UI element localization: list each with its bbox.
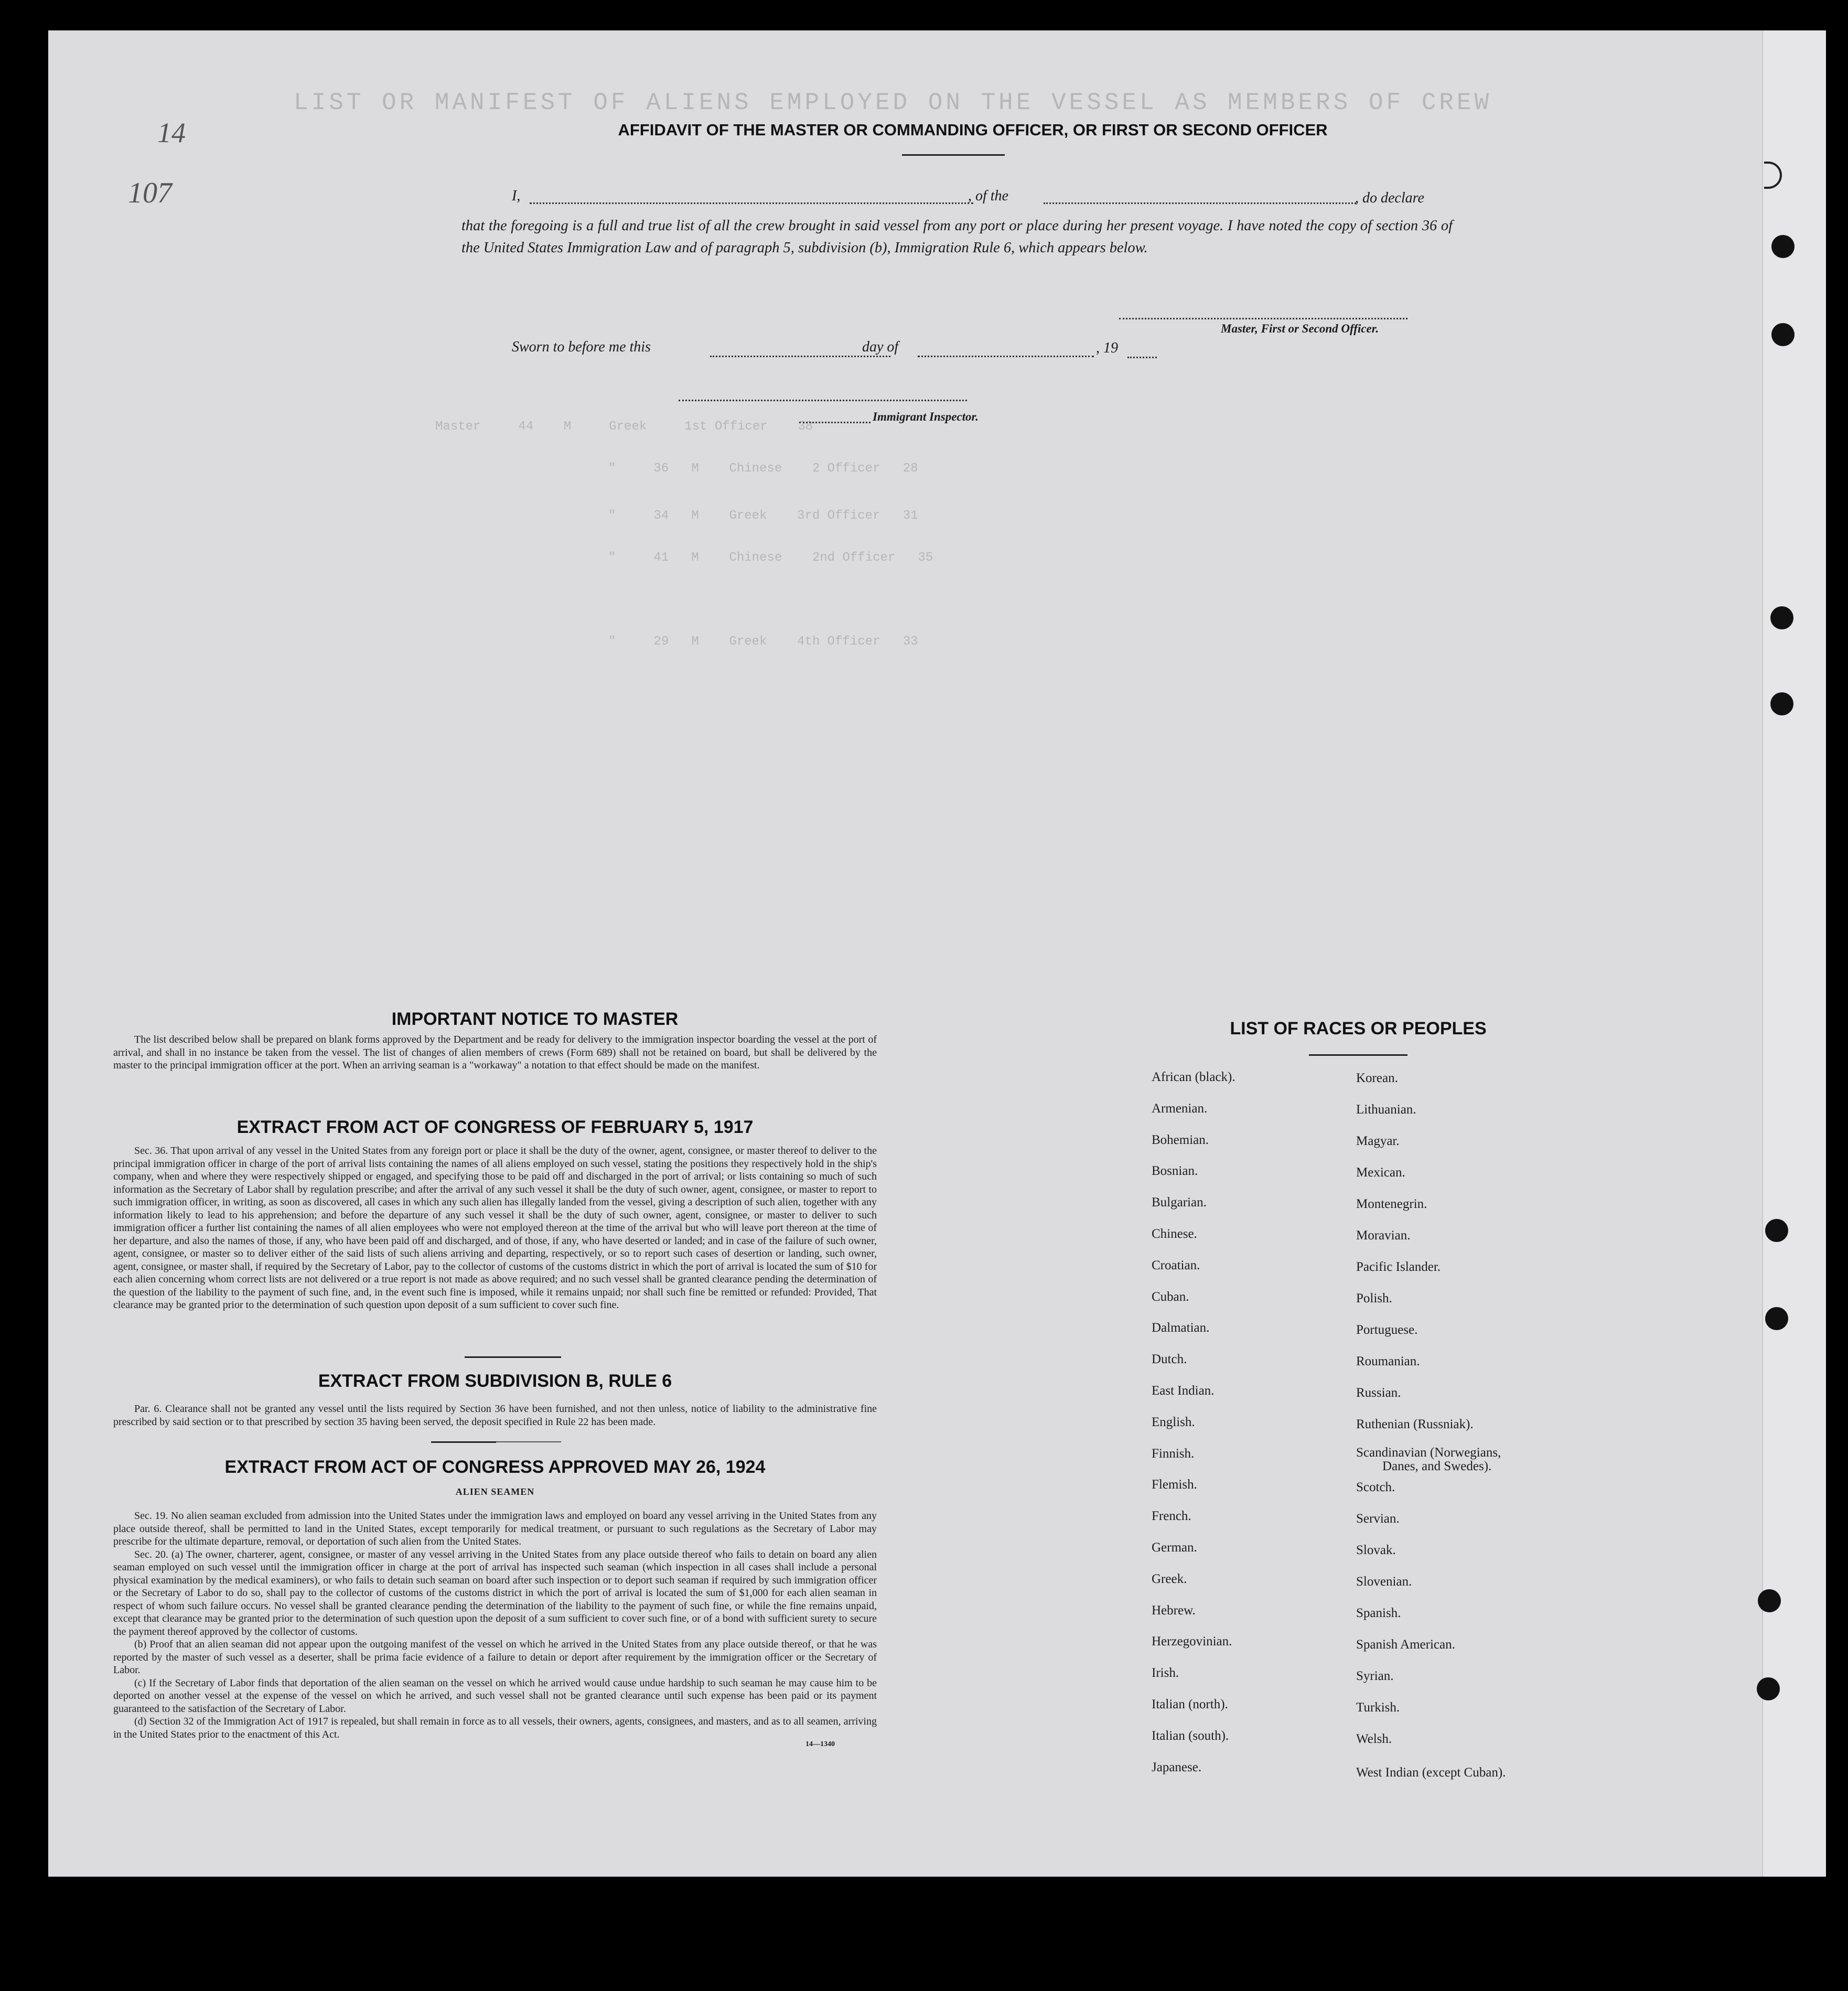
race-item: Pacific Islander. (1356, 1260, 1441, 1274)
race-item: Slovenian. (1356, 1575, 1412, 1589)
race-item: East Indian. (1152, 1384, 1215, 1398)
vessel-blank[interactable] (1044, 202, 1356, 204)
race-item: Greek. (1152, 1572, 1187, 1586)
punch-hole (1771, 235, 1795, 258)
race-item: Moravian. (1356, 1228, 1411, 1243)
race-item: Polish. (1356, 1291, 1392, 1305)
section-20c: (c) If the Secretary of Labor finds that deportation of the alien seaman on the vessel on which he arrived would cause undue hardship to such seaman he may cause him to be deported on another vessel at the expense of the vessel on which he arrived, and such vessel shall not be granted clearance until such expense has been paid or its payment guaranteed to the satisfaction of the Secretary of Labor. (113, 1677, 877, 1715)
extract-1924-text (113, 1510, 877, 1741)
race-item: Montenegrin. (1356, 1197, 1427, 1211)
race-item: West Indian (except Cuban). (1356, 1765, 1506, 1780)
race-item: Flemish. (1152, 1478, 1197, 1492)
race-item: Welsh. (1356, 1732, 1392, 1746)
race-item: Portuguese. (1356, 1323, 1418, 1337)
extract-1924-title: EXTRACT FROM ACT OF CONGRESS APPROVED MAY 26, 1924 (224, 1457, 766, 1477)
race-item: Bosnian. (1152, 1164, 1198, 1178)
race-item: Herzegovinian. (1152, 1634, 1232, 1649)
race-item: Ruthenian (Russniak). (1356, 1417, 1474, 1431)
race-item: Syrian. (1356, 1669, 1394, 1683)
race-item: Korean. (1356, 1071, 1398, 1085)
name-blank[interactable] (530, 202, 973, 204)
race-item: Dalmatian. (1152, 1321, 1210, 1335)
rule6-text: Par. 6. Clearance shall not be granted any vessel until the lists required by Section 36 have been furnished, and not then unless, notice of liability to the administrative fine prescribed by said section or to that prescribed by section 35 having been served, the deposit specified in Rule 22 has been made. (113, 1403, 877, 1428)
bleed-through: " 34 M Greek 3rd Officer 31 (608, 509, 918, 523)
bleed-through: " 29 M Greek 4th Officer 33 (608, 635, 918, 649)
race-item: Hebrew. (1152, 1603, 1196, 1618)
race-item: Japanese. (1152, 1760, 1202, 1774)
race-item: Slovak. (1356, 1543, 1396, 1557)
race-item: Scandinavian (Norwegians, (1356, 1446, 1501, 1460)
punch-hole (1757, 1677, 1780, 1700)
race-item: Finnish. (1152, 1447, 1195, 1461)
race-item: Russian. (1356, 1386, 1401, 1400)
rule6-title: EXTRACT FROM SUBDIVISION B, RULE 6 (318, 1371, 672, 1391)
race-item: Dutch. (1152, 1352, 1187, 1366)
race-item: Roumanian. (1356, 1354, 1420, 1368)
bleed-through: " 36 M Chinese 2 Officer 28 (608, 462, 918, 476)
divider (431, 1441, 496, 1443)
race-item: Bulgarian. (1152, 1195, 1207, 1209)
sworn-day: day of (862, 339, 899, 355)
signature-blank[interactable] (1119, 318, 1408, 319)
affidavit-title: AFFIDAVIT OF THE MASTER OR COMMANDING OFFICER, OR FIRST OR SECOND OFFICER (618, 121, 1328, 139)
extract-1917-text: Sec. 36. That upon arrival of any vessel in the United States from any foreign port or place it shall be the duty of the owner, agent, consignee, or master thereof to deliver to the principal immigration officer in charge of the port of arrival lists containing the names of all aliens employed on such vessel, stating the positions they respectively hold in the ship's company, when and where they were respectively shipped or engaged, and specifying those to be paid off and discharged in the port of arrival; or lists containing so much of such information as the Secretary of Labor shall by regulation prescribe; and after the arrival of any such vessel it shall be the duty of such owner, agent, consignee, or master to report to such immigration officer, in writing, as soon as discovered, all cases in which any such alien has illegally landed from the vessel, giving a description of such alien, together with any information likely to lead to his apprehension; and before the departure of any such vessel it shall be the duty of such owner, agent, consignee, or master to deliver to such immigration officer a further list containing the names of all alien employees who were not employed thereon at the time of the arrival but who will leave port thereon at the time of her departure, and also the names of those, if any, who have been paid off and discharged, and of those, if any, who have deserted or landed; and in case of the failure of such owner, agent, consignee, or master so to deliver either of the said lists of such aliens arriving and departing, respectively, or so to report such cases of desertion or landing, such owner, agent, consignee, or master shall, if required by the Secretary of Labor, pay to the collector of customs of the customs district in which the port of arrival is located the sum of $10 for each alien concerning whom correct lists are not delivered or a true report is not made as above required; and no such vessel shall be granted clearance pending the determination of the question of the liability to the payment of such fine, and, in the event such fine is imposed, while it remains unpaid; nor shall such fine be remitted or refunded: Provided, That clearance may be granted prior to the determination of such question upon deposit of a sum sufficient to cover such fine. (113, 1145, 877, 1311)
section-19: Sec. 19. No alien seaman excluded from admission into the United States under the immigration laws and employed on board any vessel arriving in the United States from any place outside thereof, shall be permitted to land in the United States, except temporarily for medical treatment, or pursuant to such regulations as the Secretary of Labor may prescribe for the ultimate departure, removal, or deportation of such alien from the United States. (113, 1510, 877, 1547)
race-item: Italian (south). (1152, 1729, 1229, 1743)
race-item: Bohemian. (1152, 1133, 1209, 1147)
inspector-label: Immigrant Inspector. (873, 410, 979, 423)
race-item: Servian. (1356, 1512, 1400, 1526)
affidavit-declare: , do declare (1355, 190, 1424, 206)
race-item: Magyar. (1356, 1134, 1400, 1148)
race-item: Croatian. (1152, 1258, 1200, 1272)
sworn-year: , 19 (1096, 340, 1118, 356)
divider (465, 1356, 561, 1358)
extract-1917-title: EXTRACT FROM ACT OF CONGRESS OF FEBRUARY 5, 1917 (237, 1117, 754, 1137)
affidavit-of-the: , of the (968, 188, 1008, 204)
affidavit-body: that the foregoing is a full and true list of all the crew brought in said vessel from any port or place during her present voyage. I have noted the copy of section 36 of the United States Immigration Law and of paragraph 5, subdivision (b), Immigration Rule 6, which appears below. (461, 218, 1453, 256)
notice-title: IMPORTANT NOTICE TO MASTER (391, 1009, 679, 1029)
race-item: Mexican. (1356, 1165, 1405, 1180)
race-item: Italian (north). (1152, 1697, 1228, 1711)
bleed-through: " 41 M Chinese 2nd Officer 35 (608, 551, 933, 565)
inspector-lead-dots (799, 422, 871, 423)
race-item: Scotch. (1356, 1480, 1395, 1494)
race-item: Lithuanian. (1356, 1102, 1416, 1117)
month-blank[interactable] (918, 356, 1094, 357)
section-20a: Sec. 20. (a) The owner, charterer, agent, consignee, or master of any vessel arriving in the United States from any place outside thereof who fails to detain on board any alien seaman employed on such vessel until the immigration officer in charge at the port of arrival has inspected such seaman (which inspection in all cases shall include a personal physical examination by the medical examiners), or who fails to detain such seaman on board after such inspection or to deport such seaman if required by such immigration officer or the Secretary of Labor to do so, shall pay to the collector of customs of the customs district in which the port of arrival is located the sum of $1,000 for each alien seaman in respect of whom such failure occurs. No vessel shall be granted clearance pending the determination of the liability to the payment of such fine, or while the fine remains unpaid, except that clearance may be granted prior to the determination of such question upon the deposit of a sum sufficient to cover such fine, or of a bond with sufficient surety to secure the payment thereof approved by the collector of customs. (113, 1548, 877, 1637)
race-item: German. (1152, 1540, 1197, 1555)
race-item: Spanish American. (1356, 1637, 1455, 1652)
race-item: Irish. (1152, 1666, 1179, 1680)
inspector-signature-blank[interactable] (679, 400, 967, 401)
handwritten-number: 14 (157, 117, 186, 148)
punch-hole (1771, 323, 1795, 346)
punch-hole (1758, 1589, 1781, 1612)
race-item: Cuban. (1152, 1290, 1189, 1304)
bleed-through: LIST OR MANIFEST OF ALIENS EMPLOYED ON THE VESSEL AS MEMBERS OF CREW (294, 89, 1492, 116)
punch-hole (1770, 692, 1793, 715)
affidavit-i: I, (512, 188, 521, 204)
year-blank[interactable] (1127, 357, 1157, 358)
bleed-through: Master 44 M Greek 1st Officer 38 (435, 420, 813, 434)
handwritten-number: 107 (128, 177, 172, 209)
section-20b: (b) Proof that an alien seaman did not appear upon the outgoing manifest of the vessel on which he arrived in the United States from any place outside thereof, or that he was reported by the master of such vessel as a deserter, shall be prima facie evidence of a failure to detain or deport after requirement by the immigration officer or the Secretary of Labor. (113, 1639, 877, 1676)
race-item: Spanish. (1356, 1606, 1401, 1620)
races-title: LIST OF RACES OR PEOPLES (1230, 1019, 1487, 1039)
extract-1924-subtitle: ALIEN SEAMEN (455, 1486, 535, 1497)
race-item: English. (1152, 1415, 1195, 1429)
punch-hole (1770, 606, 1793, 629)
punch-hole (1765, 1219, 1788, 1242)
day-blank[interactable] (710, 356, 890, 357)
signature-label: Master, First or Second Officer. (1221, 322, 1379, 335)
divider (902, 154, 1005, 156)
divider (496, 1441, 561, 1442)
notice-text: The list described below shall be prepared on blank forms approved by the Department and be ready for delivery to the immigration inspector boarding the vessel at the port of arrival, and shall in no instance be taken from the vessel. The list of changes of alien members of crews (Form 689) shall not be retained on board, but shall be delivered by the master to the principal immigration officer at the port. When an arriving seaman is a "workaway" a notation to that effect should be made on the manifest. (113, 1034, 877, 1071)
race-item: Armenian. (1152, 1101, 1208, 1116)
race-item: French. (1152, 1509, 1191, 1523)
punch-hole (1765, 1307, 1788, 1330)
divider (1309, 1054, 1408, 1056)
race-item: African (black). (1152, 1070, 1235, 1084)
race-item: Turkish. (1356, 1700, 1400, 1715)
form-number: 14—1340 (805, 1740, 835, 1748)
race-item-continuation: Danes, and Swedes). (1382, 1459, 1492, 1473)
sworn-prefix: Sworn to before me this (512, 339, 651, 355)
race-item: Chinese. (1152, 1227, 1197, 1241)
section-20d: (d) Section 32 of the Immigration Act of 1917 is repealed, but shall remain in force as to all vessels, their owners, agents, consignees, and masters, and as to all seamen, arriving in the United States prior to the enactment of this Act. (113, 1716, 877, 1740)
